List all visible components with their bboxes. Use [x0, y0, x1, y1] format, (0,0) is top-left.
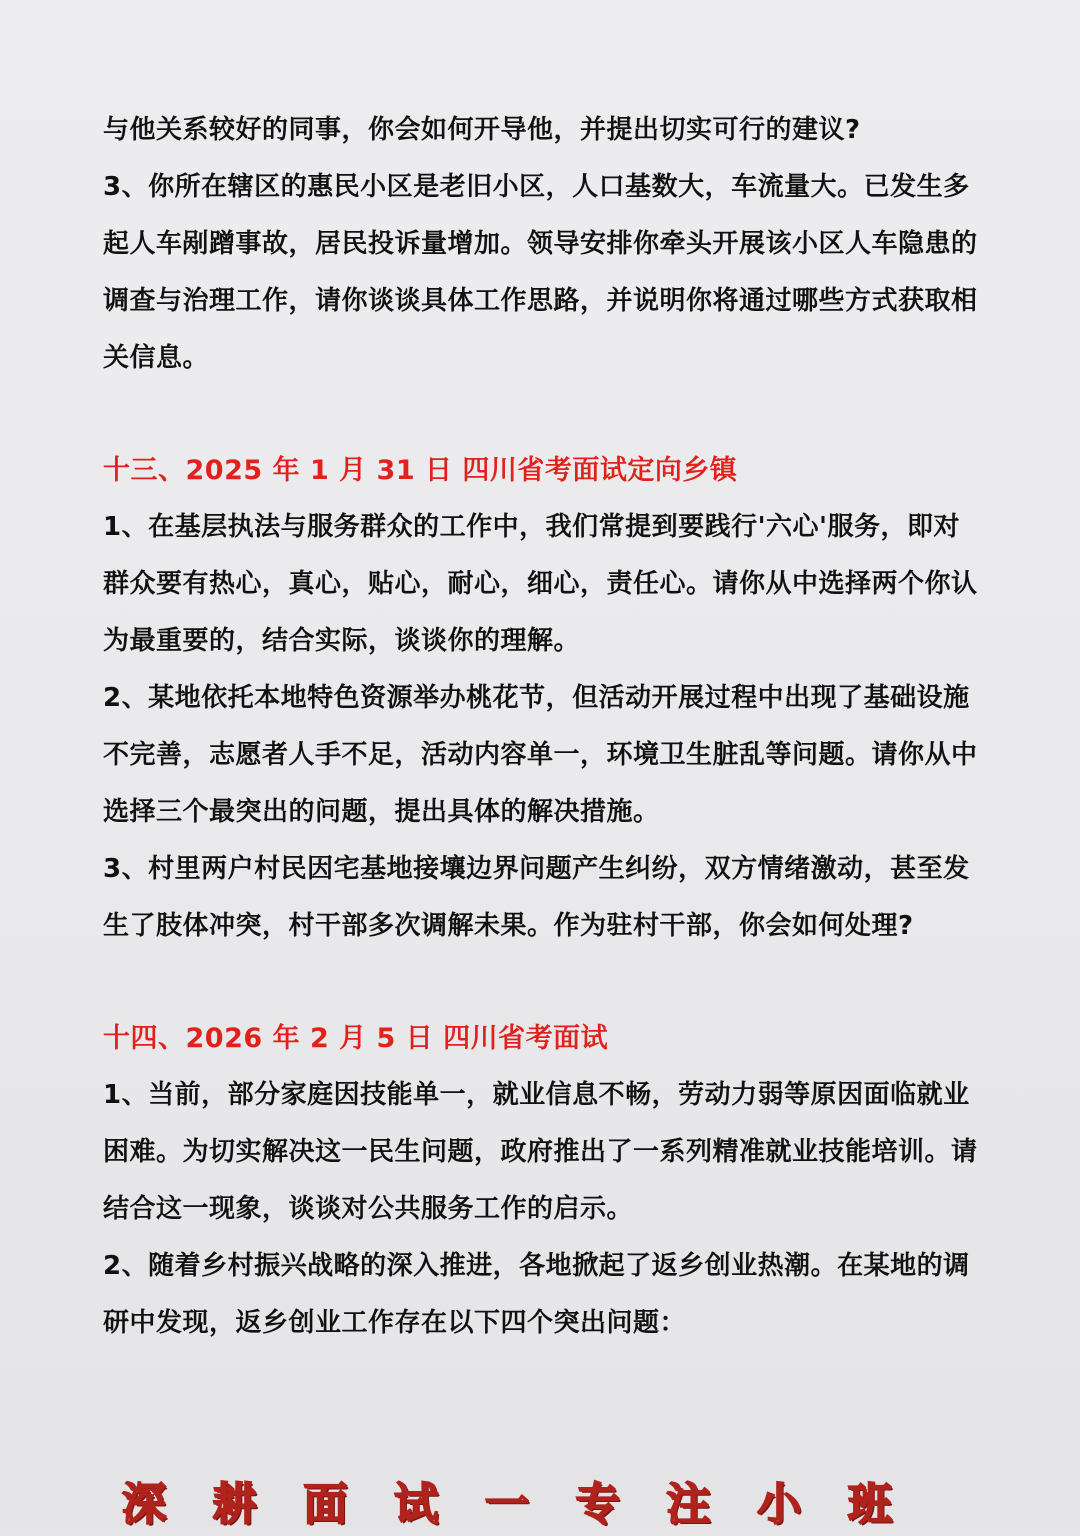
section-gap: [103, 387, 983, 442]
footer-char: 一: [485, 1479, 529, 1530]
footer-char: 班: [848, 1479, 892, 1530]
section-13-question-1: 1、在基层执法与服务群众的工作中，我们常提到要践行'六心'服务，即对群众要有热心，真心，贴心，耐心，细心，责任心。请你从中选择两个你认为最重要的，结合实际，谈谈你的理解。: [103, 512, 978, 656]
section-gap: [103, 955, 983, 1010]
footer-char: 深: [122, 1479, 166, 1530]
section-13-question-3: 3、村里两户村民因宅基地接壤边界问题产生纠纷，双方情绪激动，甚至发生了肢体冲突，村干部多次调解未果。作为驻村干部，你会如何处理?: [103, 854, 970, 941]
question-3-previous: 3、你所在辖区的惠民小区是老旧小区，人口基数大，车流量大。已发生多起人车剐蹭事故，居民投诉量增加。领导安排你牵头开展该小区人车隐患的调查与治理工作，请你谈谈具体工作思路，并说明你将通过哪些方式获取相关信息。: [103, 172, 978, 373]
footer-char: 注: [666, 1479, 711, 1530]
paragraph-continuation: 与他关系较好的同事，你会如何开导他，并提出切实可行的建议?: [103, 115, 861, 145]
section-13-title: 十三、2025 年 1 月 31 日 四川省考面试定向乡镇: [103, 455, 738, 486]
document-content: [103, 102, 983, 1352]
footer-char: 试: [394, 1479, 439, 1530]
footer-char: 小: [757, 1479, 802, 1530]
section-14-title: 十四、2026 年 2 月 5 日 四川省考面试: [103, 1023, 609, 1054]
section-13-question-2: 2、某地依托本地特色资源举办桃花节，但活动开展过程中出现了基础设施不完善，志愿者人手不足，活动内容单一，环境卫生脏乱等问题。请你从中选择三个最突出的问题，提出具体的解决措施。: [103, 683, 978, 827]
footer-char: 面: [303, 1479, 348, 1530]
footer-char: 耕: [212, 1479, 257, 1530]
section-14-question-1: 1、当前，部分家庭因技能单一，就业信息不畅，劳动力弱等原因面临就业困难。为切实解决这一民生问题，政府推出了一系列精准就业技能培训。请结合这一现象，谈谈对公共服务工作的启示。: [103, 1080, 978, 1224]
section-14-question-2: 2、随着乡村振兴战略的深入推进，各地掀起了返乡创业热潮。在某地的调研中发现，返乡创业工作存在以下四个突出问题：: [103, 1251, 970, 1338]
footer-char: 专: [575, 1479, 620, 1530]
